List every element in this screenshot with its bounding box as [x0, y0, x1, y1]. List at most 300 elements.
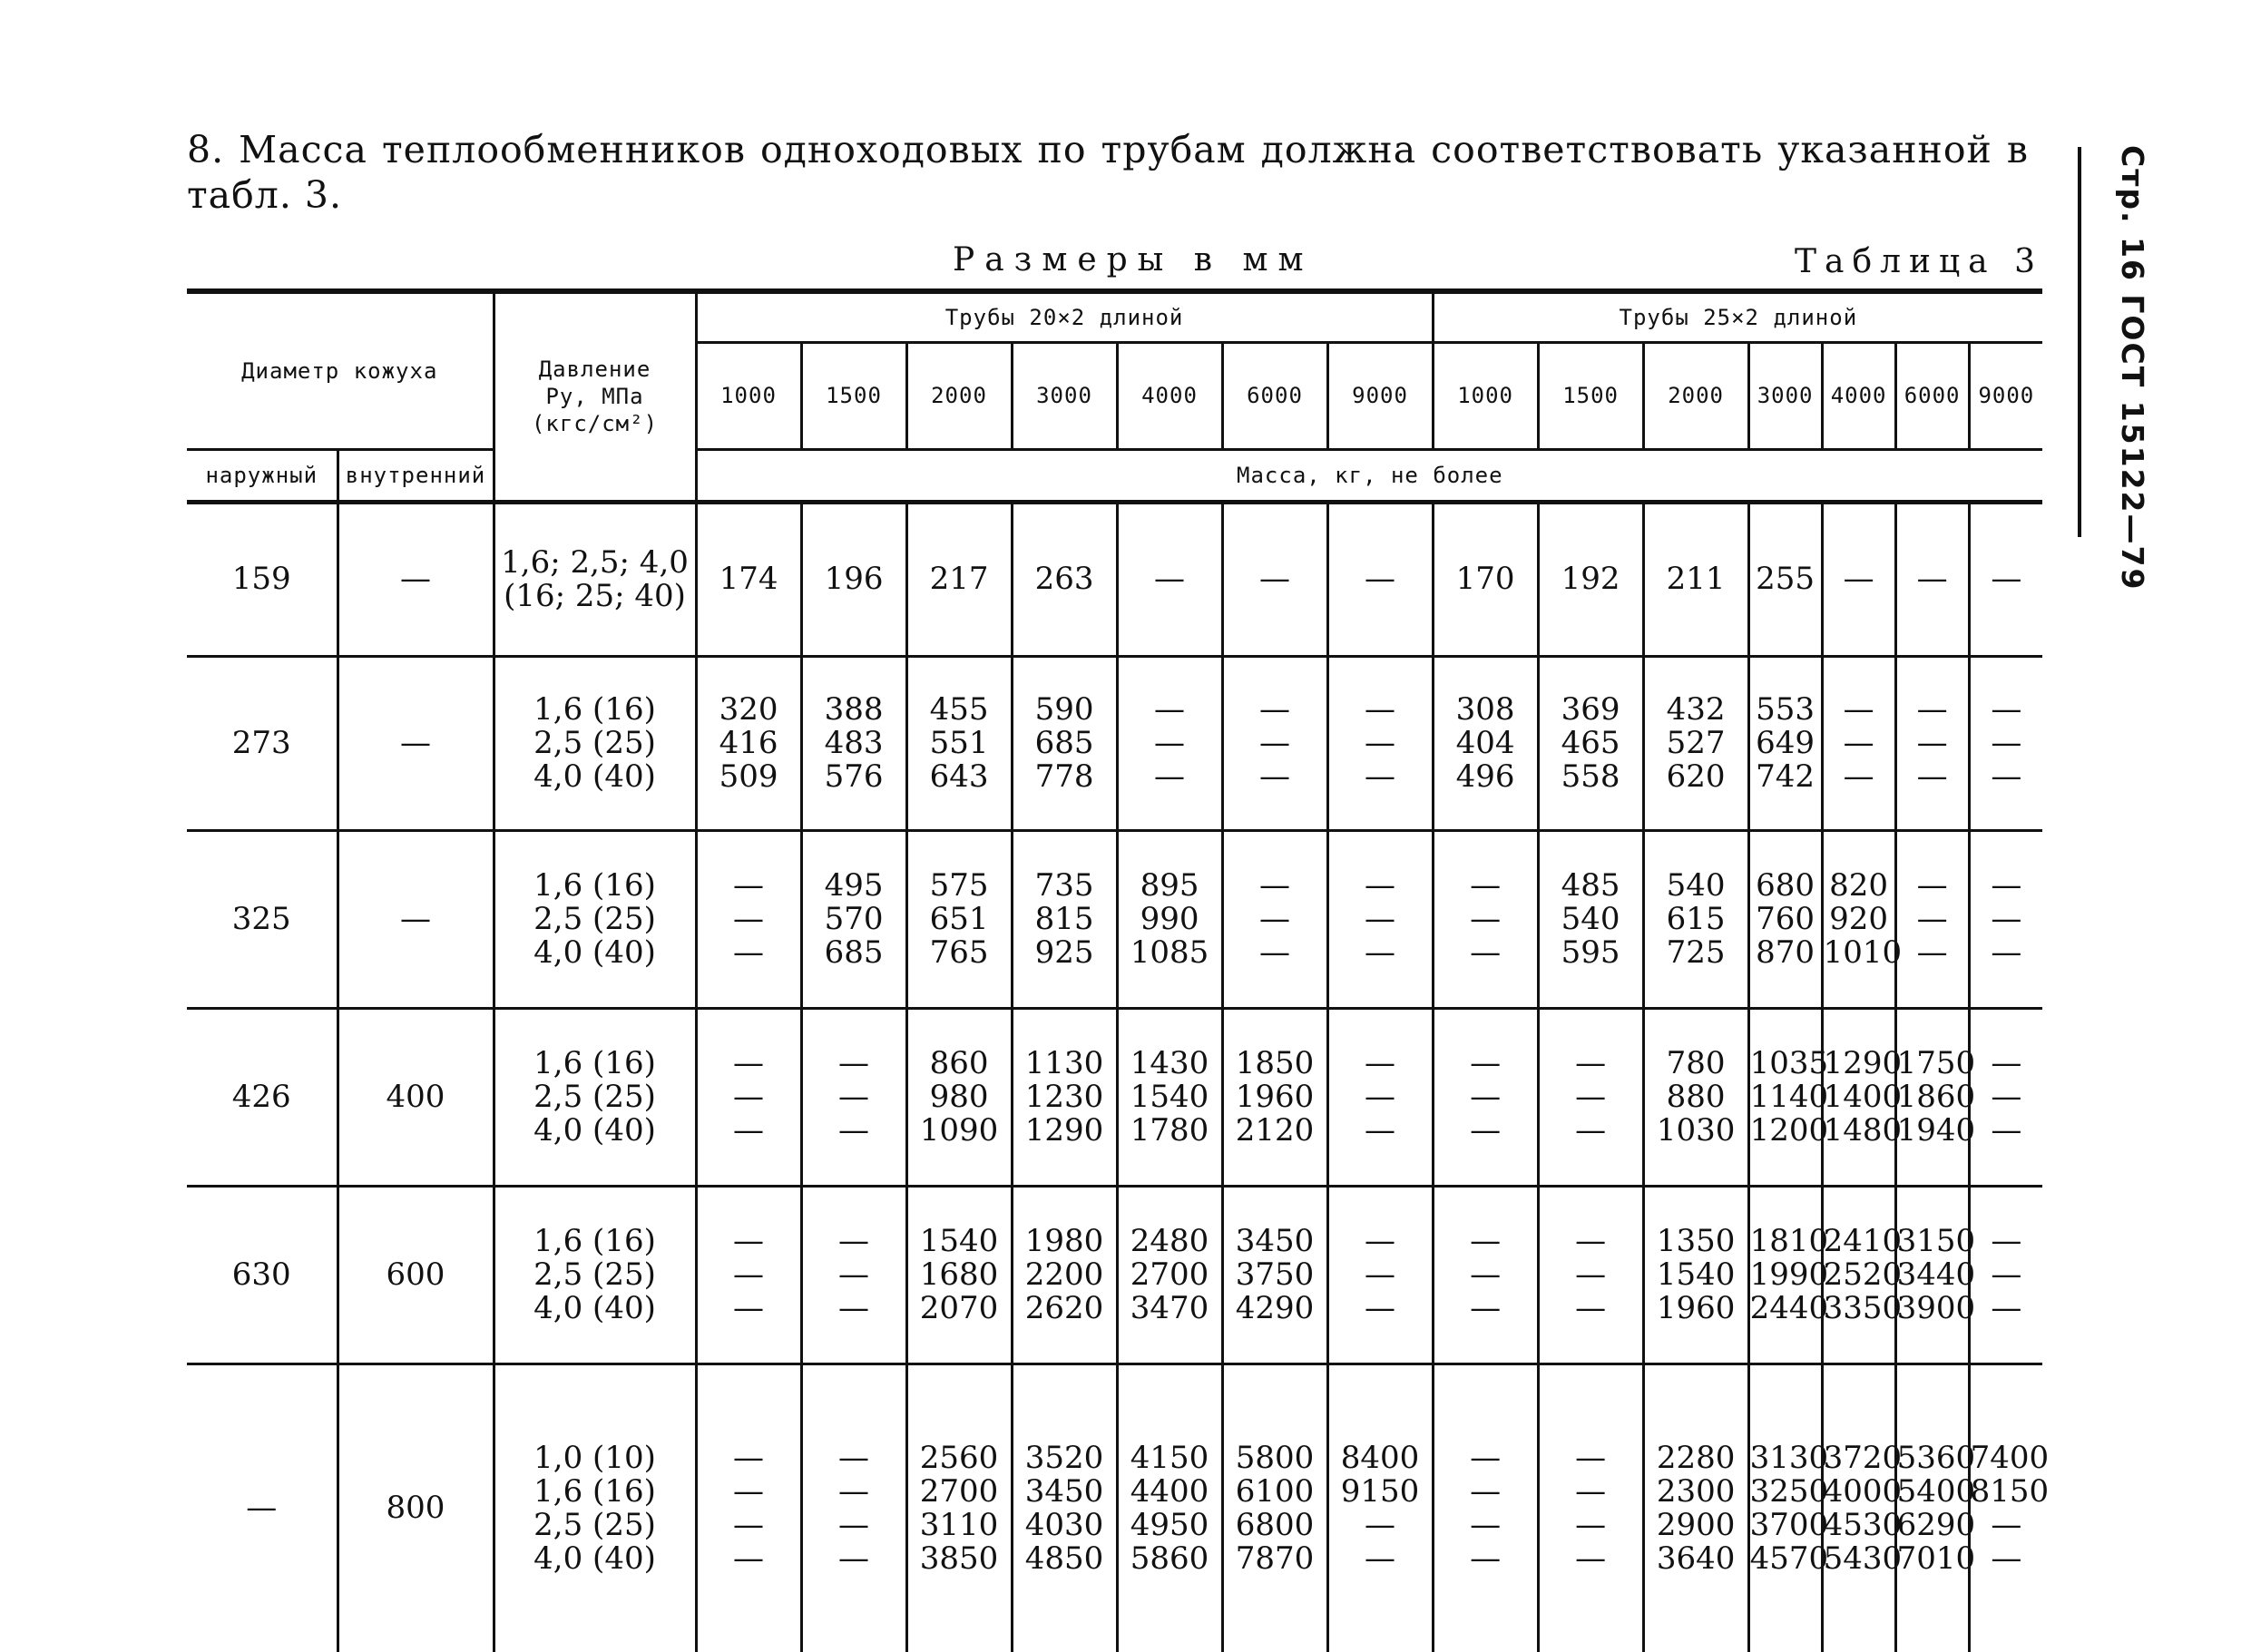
- mass-cell: [696, 1186, 801, 1364]
- mass-value: 553: [1756, 690, 1815, 728]
- mass-cell: [1822, 830, 1903, 1008]
- mass-value: —: [1916, 758, 1948, 795]
- inner-diameter-cell: 800: [338, 1364, 494, 1652]
- mass-cell: [1969, 502, 2042, 656]
- mass-value: 485: [1561, 866, 1620, 904]
- mass-cell: [1643, 1364, 1748, 1652]
- mass-value: 725: [1666, 934, 1726, 971]
- mass-value: 1680: [919, 1256, 999, 1293]
- mass-cell: [1969, 656, 2042, 830]
- mass-value: 925: [1034, 934, 1094, 971]
- mass-value: —: [1470, 1111, 1502, 1149]
- mass-value: 1230: [1024, 1078, 1104, 1115]
- pressure-value: 1,6 (16): [533, 1222, 656, 1259]
- mass-value: —: [1575, 1540, 1607, 1577]
- outer-diameter-header: наружный: [187, 449, 338, 502]
- mass-value: —: [1365, 1078, 1396, 1115]
- mass-value: —: [838, 1472, 870, 1510]
- mass-cell: [1643, 502, 1748, 656]
- pressure-cell: [494, 830, 696, 1008]
- mass-value: 3700: [1749, 1506, 1829, 1543]
- mass-value: —: [1991, 561, 2022, 597]
- mass-cell: [1822, 1186, 1903, 1364]
- mass-cell: [1822, 1008, 1903, 1186]
- mass-value: 3900: [1896, 1289, 1976, 1326]
- mass-value: 3750: [1235, 1256, 1315, 1293]
- length-header-20x2-9000: 9000: [1327, 342, 1433, 449]
- mass-value: —: [1991, 690, 2022, 728]
- pressure-cell: [494, 656, 696, 830]
- mass-cell: [1327, 1364, 1433, 1652]
- pressure-value: 1,0 (10): [533, 1439, 656, 1476]
- mass-value: 4290: [1235, 1289, 1315, 1326]
- mass-cell: [696, 502, 801, 656]
- mass-value: —: [838, 1044, 870, 1081]
- mass-value: 404: [1455, 724, 1515, 761]
- mass-value: —: [733, 1540, 765, 1577]
- mass-value: —: [1365, 724, 1396, 761]
- mass-value: 3470: [1130, 1289, 1209, 1326]
- mass-cell: [1327, 656, 1433, 830]
- mass-cell: [906, 1364, 1012, 1652]
- mass-value: 8150: [1970, 1472, 2050, 1510]
- mass-cell: [1117, 656, 1222, 830]
- mass-value: 778: [1034, 758, 1094, 795]
- mass-value: —: [733, 1078, 765, 1115]
- mass-value: 620: [1666, 758, 1726, 795]
- mass-value: 685: [824, 934, 884, 971]
- mass-value: —: [1470, 1222, 1502, 1259]
- inner-diameter-cell: 600: [338, 1186, 494, 1364]
- mass-value: —: [1575, 1439, 1607, 1476]
- mass-cell: [1895, 1364, 1976, 1652]
- mass-value: 575: [929, 866, 989, 904]
- mass-value: 5860: [1130, 1540, 1209, 1577]
- mass-cell: [696, 656, 801, 830]
- mass-value: 369: [1561, 690, 1620, 728]
- mass-cell: [1433, 656, 1538, 830]
- mass-cell: [801, 1008, 906, 1186]
- mass-value: 5360: [1896, 1439, 1976, 1476]
- mass-value: 3450: [1024, 1472, 1104, 1510]
- mass-value: —: [1991, 1289, 2022, 1326]
- mass-value: —: [1365, 690, 1396, 728]
- pressure-value: 4,0 (40): [533, 934, 656, 971]
- mass-cell: [1012, 1364, 1117, 1652]
- pressure-value: 1,6 (16): [533, 1044, 656, 1081]
- mass-cell: [801, 1364, 906, 1652]
- mass-cell: [906, 502, 1012, 656]
- inner-diameter-cell: —: [338, 656, 494, 830]
- mass-value: 3350: [1823, 1289, 1903, 1326]
- mass-cell: [1643, 656, 1748, 830]
- mass-value: 509: [719, 758, 778, 795]
- length-header-25x2-1000: 1000: [1433, 342, 1538, 449]
- mass-cell: [1222, 830, 1327, 1008]
- mass-value: —: [838, 1439, 870, 1476]
- mass-cell: [1538, 1186, 1643, 1364]
- mass-value: —: [1365, 1506, 1396, 1543]
- side-divider: [2078, 147, 2081, 537]
- mass-value: 1980: [1024, 1222, 1104, 1259]
- mass-value: —: [1843, 561, 1874, 597]
- mass-value: —: [1575, 1111, 1607, 1149]
- mass-value: —: [1470, 1439, 1502, 1476]
- mass-value: —: [1991, 1540, 2022, 1577]
- mass-value: —: [1365, 934, 1396, 971]
- mass-value: —: [733, 934, 765, 971]
- mass-value: —: [1575, 1044, 1607, 1081]
- mass-cell: [1327, 1186, 1433, 1364]
- mass-value: 1850: [1235, 1044, 1315, 1081]
- mass-cell: [801, 830, 906, 1008]
- mass-value: —: [1365, 1289, 1396, 1326]
- mass-cell: [1222, 1008, 1327, 1186]
- mass-value: 174: [719, 561, 778, 597]
- mass-cell: [1433, 502, 1538, 656]
- mass-cell: [1012, 656, 1117, 830]
- mass-value: —: [1916, 900, 1948, 937]
- table-row: [187, 1364, 2042, 1652]
- mass-value: 255: [1756, 561, 1815, 597]
- mass-value: 815: [1034, 900, 1094, 937]
- mass-cell: [906, 656, 1012, 830]
- mass-value: 643: [929, 758, 989, 795]
- mass-value: 1540: [1656, 1256, 1736, 1293]
- mass-cell: [1222, 502, 1327, 656]
- intro-line-1: 8. Масса теплообменников одноходовых по трубам должна соответствовать указанной в: [187, 128, 2029, 171]
- mass-value: —: [1470, 866, 1502, 904]
- mass-value: —: [1575, 1222, 1607, 1259]
- length-header-25x2-3000: 3000: [1748, 342, 1822, 449]
- mass-value: 527: [1666, 724, 1726, 761]
- mass-value: —: [733, 866, 765, 904]
- sizes-label: Размеры в мм: [953, 241, 1314, 279]
- mass-value: 1030: [1656, 1111, 1736, 1149]
- mass-value: 1960: [1656, 1289, 1736, 1326]
- mass-value: —: [1991, 900, 2022, 937]
- mass-value: 920: [1829, 900, 1889, 937]
- mass-value: 4150: [1130, 1439, 1209, 1476]
- mass-value: 820: [1829, 866, 1889, 904]
- mass-cell: [1969, 1186, 2042, 1364]
- mass-value: —: [1259, 690, 1291, 728]
- mass-value: 211: [1666, 561, 1726, 597]
- mass-value: 465: [1561, 724, 1620, 761]
- mass-value: 1940: [1896, 1111, 1976, 1149]
- pressure-value: 2,5 (25): [533, 1078, 656, 1115]
- mass-value: 685: [1034, 724, 1094, 761]
- length-header-20x2-1000: 1000: [696, 342, 801, 449]
- mass-cell: [1969, 1008, 2042, 1186]
- mass-cell: [1433, 1364, 1538, 1652]
- mass-value: 1780: [1130, 1111, 1209, 1149]
- mass-cell: [1643, 830, 1748, 1008]
- mass-value: 1960: [1235, 1078, 1315, 1115]
- mass-value: —: [1365, 1540, 1396, 1577]
- mass-value: 2440: [1749, 1289, 1829, 1326]
- mass-value: 6290: [1896, 1506, 1976, 1543]
- pressure-value: 1,6 (16): [533, 866, 656, 904]
- inner-diameter-cell: 400: [338, 1008, 494, 1186]
- mass-table: [187, 288, 2050, 1652]
- mass-cell: [1748, 502, 1822, 656]
- mass-cell: [1433, 830, 1538, 1008]
- mass-value: —: [1991, 1222, 2022, 1259]
- length-header-20x2-1500: 1500: [801, 342, 906, 449]
- mass-value: —: [1470, 1506, 1502, 1543]
- mass-cell: [1969, 830, 2042, 1008]
- mass-value: 2280: [1656, 1439, 1736, 1476]
- mass-value: 3520: [1024, 1439, 1104, 1476]
- mass-value: 1035: [1749, 1044, 1829, 1081]
- mass-cell: [1327, 502, 1433, 656]
- mass-value: 4030: [1024, 1506, 1104, 1543]
- mass-value: 1540: [1130, 1078, 1209, 1115]
- mass-value: —: [1991, 934, 2022, 971]
- mass-value: 3850: [919, 1540, 999, 1577]
- mass-cell: [1538, 502, 1643, 656]
- outer-diameter-cell: 426: [187, 1008, 338, 1186]
- outer-diameter-cell: 273: [187, 656, 338, 830]
- mass-value: 4950: [1130, 1506, 1209, 1543]
- mass-value: —: [1575, 1078, 1607, 1115]
- mass-value: 320: [719, 690, 778, 728]
- mass-cell: [1327, 1008, 1433, 1186]
- pressure-cell: [494, 1008, 696, 1186]
- mass-value: 3640: [1656, 1540, 1736, 1577]
- mass-value: 3110: [919, 1506, 999, 1543]
- mass-value: —: [733, 1222, 765, 1259]
- mass-value: 860: [929, 1044, 989, 1081]
- intro-line-2: табл. 3.: [187, 173, 343, 217]
- mass-cell: [1895, 1008, 1976, 1186]
- mass-value: —: [1575, 1256, 1607, 1293]
- mass-value: 3720: [1823, 1439, 1903, 1476]
- mass-value: 760: [1756, 900, 1815, 937]
- pressure-value: 4,0 (40): [533, 1289, 656, 1326]
- mass-cell: [1895, 656, 1969, 830]
- mass-cell: [1969, 1364, 2050, 1652]
- mass-cell: [696, 1008, 801, 1186]
- mass-value: —: [733, 1111, 765, 1149]
- mass-cell: [1433, 1186, 1538, 1364]
- outer-diameter-cell: 630: [187, 1186, 338, 1364]
- mass-value: —: [1365, 561, 1396, 597]
- mass-cell: [696, 1364, 801, 1652]
- mass-value: —: [1154, 724, 1186, 761]
- mass-value: 1290: [1823, 1044, 1903, 1081]
- mass-value: 4000: [1823, 1472, 1903, 1510]
- mass-cell: [1895, 502, 1969, 656]
- mass-value: 735: [1034, 866, 1094, 904]
- mass-value: 4400: [1130, 1472, 1209, 1510]
- mass-header: Масса, кг, не более: [696, 449, 2042, 502]
- mass-cell: [1643, 1008, 1748, 1186]
- mass-value: —: [838, 1289, 870, 1326]
- mass-value: 1810: [1749, 1222, 1829, 1259]
- mass-value: —: [1991, 1111, 2022, 1149]
- mass-value: —: [733, 1256, 765, 1293]
- mass-value: 8400: [1340, 1439, 1420, 1476]
- pressure-header: [494, 291, 696, 502]
- mass-value: —: [733, 1439, 765, 1476]
- pressure-value: 2,5 (25): [533, 1506, 656, 1543]
- mass-cell: [1822, 656, 1895, 830]
- mass-value: —: [1470, 1078, 1502, 1115]
- mass-value: 1430: [1130, 1044, 1209, 1081]
- pressure-value: 4,0 (40): [533, 758, 656, 795]
- pressure-value: 2,5 (25): [533, 900, 656, 937]
- mass-cell: [1012, 502, 1117, 656]
- mass-value: 880: [1666, 1078, 1726, 1115]
- mass-value: 192: [1561, 561, 1620, 597]
- mass-value: 4570: [1749, 1540, 1829, 1577]
- mass-value: 2700: [1130, 1256, 1209, 1293]
- mass-value: —: [733, 1044, 765, 1081]
- mass-value: 9150: [1340, 1472, 1420, 1510]
- mass-cell: [1012, 1186, 1117, 1364]
- mass-value: 1090: [919, 1111, 999, 1149]
- mass-value: 2560: [919, 1439, 999, 1476]
- pressure-value: 2,5 (25): [533, 1256, 656, 1293]
- inner-diameter-header: внутренний: [338, 449, 494, 502]
- mass-value: 2070: [919, 1289, 999, 1326]
- mass-cell: [1012, 1008, 1117, 1186]
- mass-cell: [801, 502, 906, 656]
- mass-value: —: [1365, 758, 1396, 795]
- mass-cell: [1222, 1364, 1327, 1652]
- mass-value: —: [1916, 934, 1948, 971]
- mass-value: 4850: [1024, 1540, 1104, 1577]
- mass-value: —: [1470, 1540, 1502, 1577]
- mass-value: 540: [1561, 900, 1620, 937]
- group-header-25x2: Трубы 25×2 длиной: [1433, 291, 2042, 342]
- mass-value: —: [1259, 758, 1291, 795]
- mass-value: —: [1365, 1044, 1396, 1081]
- mass-value: 615: [1666, 900, 1726, 937]
- mass-value: —: [1991, 1044, 2022, 1081]
- table-number: Таблица 3: [1795, 243, 2043, 280]
- mass-cell: [1117, 1364, 1222, 1652]
- mass-value: 2900: [1656, 1506, 1736, 1543]
- mass-value: 308: [1455, 690, 1515, 728]
- group-header-20x2: Трубы 20×2 длиной: [696, 291, 1433, 342]
- mass-value: —: [1365, 1222, 1396, 1259]
- mass-value: —: [838, 1506, 870, 1543]
- mass-value: —: [1991, 1078, 2022, 1115]
- mass-value: —: [838, 1111, 870, 1149]
- intro-paragraph: [187, 127, 2029, 218]
- mass-value: —: [1575, 1506, 1607, 1543]
- mass-value: —: [1259, 561, 1291, 597]
- mass-value: 870: [1756, 934, 1815, 971]
- mass-value: 6800: [1235, 1506, 1315, 1543]
- mass-value: —: [1470, 1044, 1502, 1081]
- mass-value: 7400: [1970, 1439, 2050, 1476]
- mass-value: 1140: [1749, 1078, 1829, 1115]
- mass-value: —: [1259, 934, 1291, 971]
- mass-value: 2700: [919, 1472, 999, 1510]
- mass-value: 2300: [1656, 1472, 1736, 1510]
- mass-value: —: [1259, 900, 1291, 937]
- mass-cell: [1012, 830, 1117, 1008]
- mass-cell: [1643, 1186, 1748, 1364]
- mass-value: —: [1365, 1111, 1396, 1149]
- mass-value: 590: [1034, 690, 1094, 728]
- length-header-25x2-6000: 6000: [1895, 342, 1969, 449]
- table-row: [187, 1008, 2042, 1186]
- mass-value: 558: [1561, 758, 1620, 795]
- mass-value: —: [838, 1222, 870, 1259]
- pressure-value: 4,0 (40): [533, 1540, 656, 1577]
- mass-value: 980: [929, 1078, 989, 1115]
- mass-value: 263: [1034, 561, 1094, 597]
- mass-value: —: [1470, 900, 1502, 937]
- mass-value: —: [1916, 690, 1948, 728]
- inner-diameter-cell: —: [338, 502, 494, 656]
- mass-value: —: [1365, 900, 1396, 937]
- mass-cell: [1117, 502, 1222, 656]
- mass-value: 1750: [1896, 1044, 1976, 1081]
- mass-value: 495: [824, 866, 884, 904]
- pressure-cell: [494, 1364, 696, 1652]
- mass-value: —: [1470, 1472, 1502, 1510]
- mass-value: 2480: [1130, 1222, 1209, 1259]
- mass-value: 1990: [1749, 1256, 1829, 1293]
- table-row: [187, 502, 2042, 656]
- mass-cell: [906, 1008, 1012, 1186]
- mass-value: 496: [1455, 758, 1515, 795]
- mass-value: —: [1575, 1289, 1607, 1326]
- mass-value: 6100: [1235, 1472, 1315, 1510]
- length-header-25x2-9000: 9000: [1969, 342, 2042, 449]
- mass-value: 2620: [1024, 1289, 1104, 1326]
- mass-value: 780: [1666, 1044, 1726, 1081]
- mass-value: —: [1843, 724, 1874, 761]
- pressure-value: 2,5 (25): [533, 724, 656, 761]
- mass-value: 2200: [1024, 1256, 1104, 1293]
- mass-cell: [1117, 830, 1222, 1008]
- mass-value: —: [1154, 758, 1186, 795]
- mass-value: 1130: [1024, 1044, 1104, 1081]
- mass-cell: [801, 656, 906, 830]
- side-header: [2115, 145, 2178, 591]
- mass-cell: [801, 1186, 906, 1364]
- mass-cell: [1895, 1186, 1976, 1364]
- mass-value: —: [1470, 1256, 1502, 1293]
- length-header-20x2-4000: 4000: [1117, 342, 1222, 449]
- mass-value: —: [1259, 724, 1291, 761]
- length-header-25x2-4000: 4000: [1822, 342, 1895, 449]
- mass-value: 595: [1561, 934, 1620, 971]
- mass-cell: [1748, 1364, 1829, 1652]
- outer-diameter-cell: —: [246, 1490, 278, 1527]
- mass-value: 765: [929, 934, 989, 971]
- mass-cell: [1748, 1008, 1829, 1186]
- mass-value: 2120: [1235, 1111, 1315, 1149]
- mass-value: 649: [1756, 724, 1815, 761]
- mass-value: —: [733, 1506, 765, 1543]
- mass-value: —: [1991, 1256, 2022, 1293]
- pressure-value: 4,0 (40): [533, 1111, 656, 1149]
- mass-value: 5400: [1896, 1472, 1976, 1510]
- length-header-20x2-3000: 3000: [1012, 342, 1117, 449]
- outer-diameter-cell: 159: [187, 502, 338, 656]
- mass-value: —: [1991, 1506, 2022, 1543]
- mass-value: 1350: [1656, 1222, 1736, 1259]
- table-row: [187, 830, 2042, 1008]
